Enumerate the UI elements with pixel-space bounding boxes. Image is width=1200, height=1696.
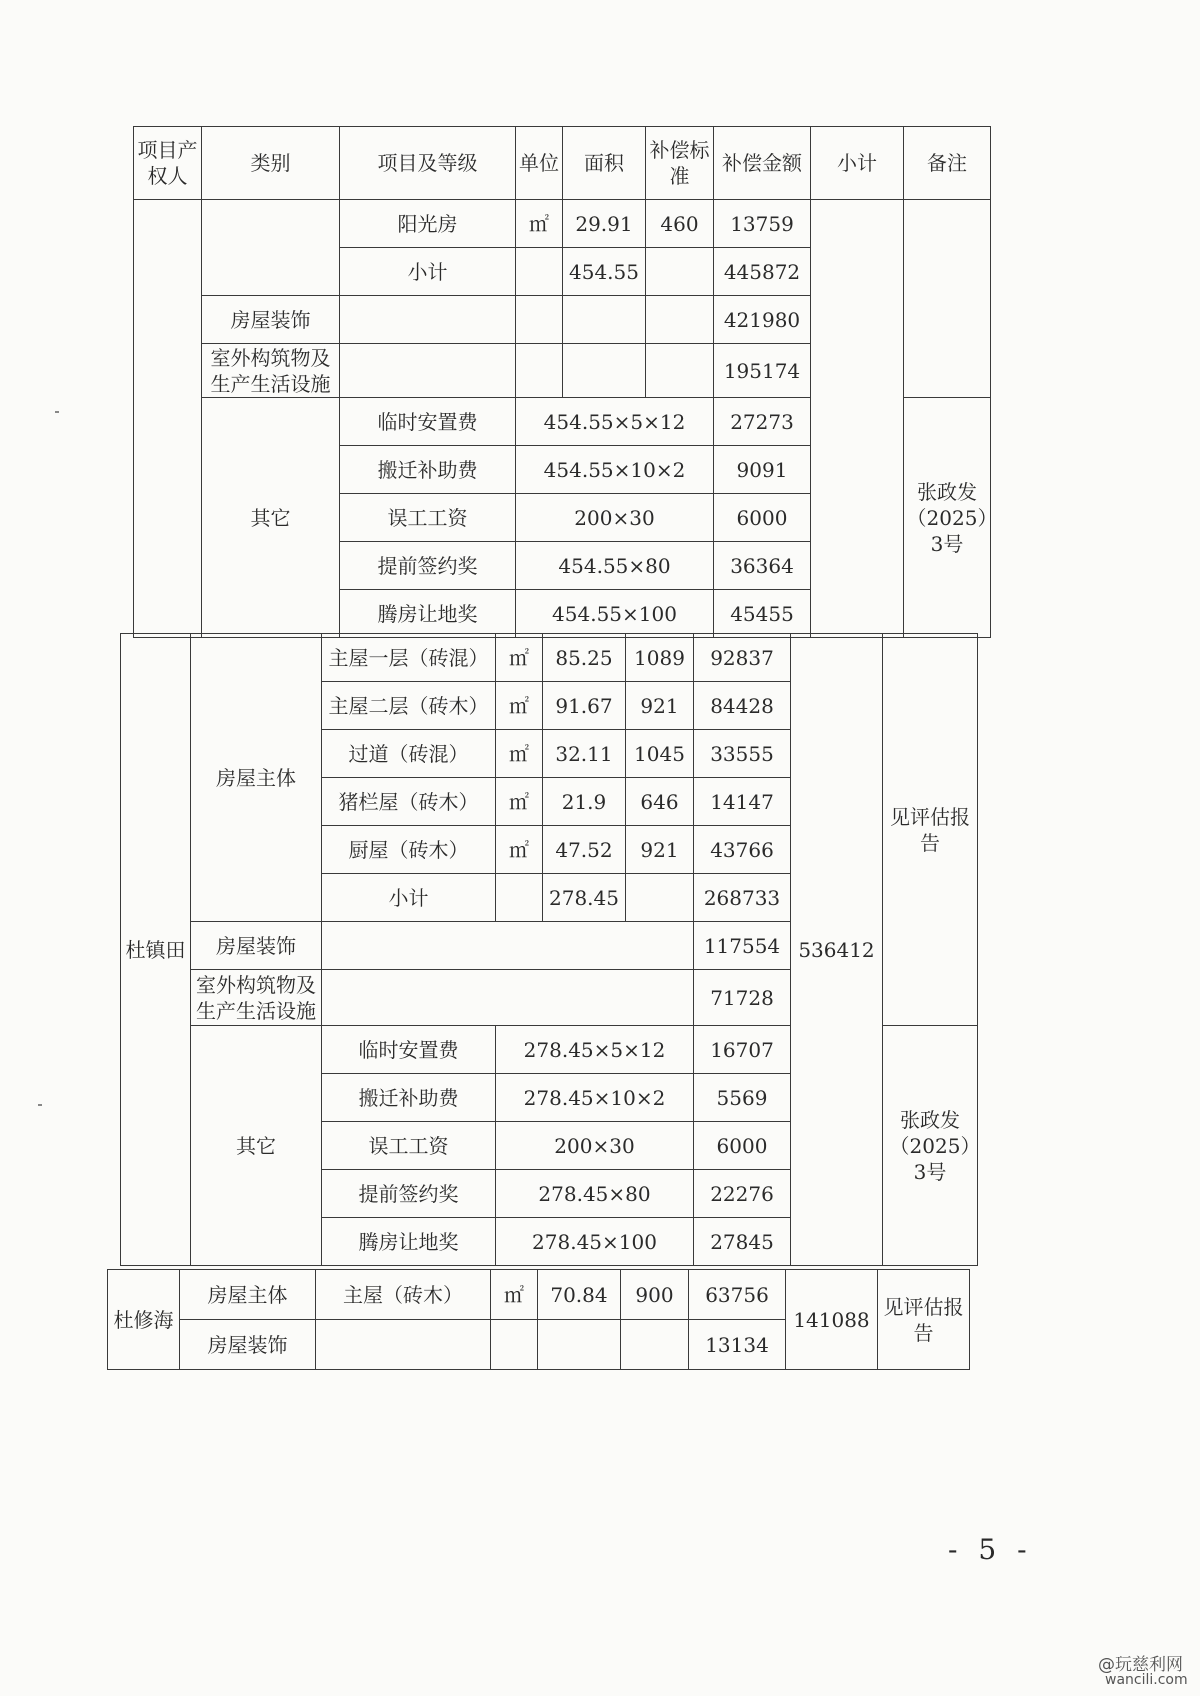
amount-cell: 45455 xyxy=(714,590,811,638)
unit-cell: ㎡ xyxy=(491,1270,538,1320)
scan-speck xyxy=(55,411,59,413)
amount-cell: 6000 xyxy=(714,494,811,542)
area-cell: 70.84 xyxy=(538,1270,621,1320)
item-cell: 主屋二层（砖木） xyxy=(322,682,496,730)
header-category: 类别 xyxy=(202,127,340,200)
standard-cell: 1045 xyxy=(626,730,694,778)
owner-cell: 杜镇田 xyxy=(121,634,191,1266)
category-cell: 室外构筑物及生产生活设施 xyxy=(191,970,322,1026)
area-cell: 85.25 xyxy=(543,634,626,682)
amount-cell: 6000 xyxy=(694,1122,791,1170)
area-cell: 47.52 xyxy=(543,826,626,874)
formula-cell: 454.55×80 xyxy=(516,542,714,590)
watermark-text: @玩慈利网 xyxy=(1098,1655,1183,1675)
amount-cell: 421980 xyxy=(714,296,811,344)
header-owner: 项目产权人 xyxy=(134,127,202,200)
amount-cell: 27845 xyxy=(694,1218,791,1266)
table-row xyxy=(121,634,978,682)
amount-cell: 13759 xyxy=(714,200,811,248)
category-cell: 房屋装饰 xyxy=(202,296,340,344)
item-cell: 腾房让地奖 xyxy=(322,1218,496,1266)
formula-cell: 200×30 xyxy=(496,1122,694,1170)
category-cell: 室外构筑物及生产生活设施 xyxy=(202,344,340,398)
standard-cell: 900 xyxy=(621,1270,689,1320)
item-cell: 腾房让地奖 xyxy=(340,590,516,638)
item-cell: 提前签约奖 xyxy=(322,1170,496,1218)
area-cell: 91.67 xyxy=(543,682,626,730)
area-cell: 454.55 xyxy=(563,248,646,296)
item-cell: 主屋一层（砖混） xyxy=(322,634,496,682)
empty-cell xyxy=(340,296,516,344)
compensation-table-owner-duzhentian xyxy=(120,633,978,1266)
item-cell: 误工工资 xyxy=(322,1122,496,1170)
subtotal-cell: 536412 xyxy=(791,634,883,1266)
item-cell: 搬迁补助费 xyxy=(340,446,516,494)
empty-cell xyxy=(646,296,714,344)
amount-cell: 43766 xyxy=(694,826,791,874)
table-header-row xyxy=(134,127,991,200)
empty-cell xyxy=(316,1320,491,1370)
empty-cell xyxy=(621,1320,689,1370)
amount-cell: 117554 xyxy=(694,922,791,970)
standard-cell xyxy=(646,248,714,296)
area-cell: 29.91 xyxy=(563,200,646,248)
amount-cell: 27273 xyxy=(714,398,811,446)
header-amount: 补偿金额 xyxy=(714,127,811,200)
header-area: 面积 xyxy=(563,127,646,200)
amount-cell: 13134 xyxy=(689,1320,786,1370)
header-standard: 补偿标准 xyxy=(646,127,714,200)
unit-cell xyxy=(496,874,543,922)
owner-cell: 杜修海 xyxy=(108,1270,180,1370)
standard-cell: 460 xyxy=(646,200,714,248)
empty-cell xyxy=(563,344,646,398)
header-subtotal: 小计 xyxy=(811,127,904,200)
header-note: 备注 xyxy=(904,127,991,200)
category-cell: 房屋装饰 xyxy=(180,1320,316,1370)
note-cell: 见评估报告 xyxy=(883,634,978,1026)
item-cell: 提前签约奖 xyxy=(340,542,516,590)
note-cell-empty xyxy=(904,200,991,398)
empty-cell xyxy=(322,922,694,970)
empty-cell xyxy=(516,344,563,398)
category-cell: 房屋主体 xyxy=(180,1270,316,1320)
standard-cell: 646 xyxy=(626,778,694,826)
unit-cell: ㎡ xyxy=(496,778,543,826)
unit-cell: ㎡ xyxy=(496,682,543,730)
category-cell-empty xyxy=(202,200,340,296)
item-cell: 临时安置费 xyxy=(322,1026,496,1074)
amount-cell: 63756 xyxy=(689,1270,786,1320)
subtotal-cell: 141088 xyxy=(786,1270,878,1370)
item-cell: 主屋（砖木） xyxy=(316,1270,491,1320)
formula-cell: 200×30 xyxy=(516,494,714,542)
amount-cell: 16707 xyxy=(694,1026,791,1074)
table-row xyxy=(134,200,991,248)
amount-cell: 195174 xyxy=(714,344,811,398)
compensation-table-owner-duxiuhai xyxy=(107,1269,970,1370)
item-cell: 误工工资 xyxy=(340,494,516,542)
note-cell: 张政发（2025）3号 xyxy=(904,398,991,638)
item-cell: 小计 xyxy=(322,874,496,922)
compensation-table-part1 xyxy=(133,126,991,638)
amount-cell: 9091 xyxy=(714,446,811,494)
amount-cell: 84428 xyxy=(694,682,791,730)
item-cell: 过道（砖混） xyxy=(322,730,496,778)
formula-cell: 454.55×5×12 xyxy=(516,398,714,446)
standard-cell xyxy=(626,874,694,922)
item-cell: 厨屋（砖木） xyxy=(322,826,496,874)
owner-cell-empty xyxy=(134,200,202,638)
item-cell: 临时安置费 xyxy=(340,398,516,446)
amount-cell: 33555 xyxy=(694,730,791,778)
item-cell: 阳光房 xyxy=(340,200,516,248)
amount-cell: 71728 xyxy=(694,970,791,1026)
category-cell: 其它 xyxy=(191,1026,322,1266)
empty-cell xyxy=(646,344,714,398)
formula-cell: 454.55×10×2 xyxy=(516,446,714,494)
category-cell: 房屋主体 xyxy=(191,634,322,922)
amount-cell: 36364 xyxy=(714,542,811,590)
amount-cell: 445872 xyxy=(714,248,811,296)
table-row xyxy=(108,1270,970,1320)
scan-speck xyxy=(38,1104,42,1106)
empty-cell xyxy=(563,296,646,344)
unit-cell xyxy=(516,248,563,296)
formula-cell: 278.45×80 xyxy=(496,1170,694,1218)
formula-cell: 278.45×10×2 xyxy=(496,1074,694,1122)
empty-cell xyxy=(516,296,563,344)
item-cell: 搬迁补助费 xyxy=(322,1074,496,1122)
category-cell: 其它 xyxy=(202,398,340,638)
amount-cell: 5569 xyxy=(694,1074,791,1122)
category-cell: 房屋装饰 xyxy=(191,922,322,970)
formula-cell: 278.45×100 xyxy=(496,1218,694,1266)
amount-cell: 268733 xyxy=(694,874,791,922)
formula-cell: 278.45×5×12 xyxy=(496,1026,694,1074)
empty-cell xyxy=(340,344,516,398)
item-cell: 小计 xyxy=(340,248,516,296)
empty-cell xyxy=(491,1320,538,1370)
note-cell: 见评估报告 xyxy=(878,1270,970,1370)
page-number: - 5 - xyxy=(948,1533,1033,1566)
watermark-url: wancili.com xyxy=(1105,1672,1188,1688)
standard-cell: 921 xyxy=(626,682,694,730)
amount-cell: 92837 xyxy=(694,634,791,682)
amount-cell: 14147 xyxy=(694,778,791,826)
header-item: 项目及等级 xyxy=(340,127,516,200)
unit-cell: ㎡ xyxy=(496,826,543,874)
empty-cell xyxy=(538,1320,621,1370)
formula-cell: 454.55×100 xyxy=(516,590,714,638)
empty-cell xyxy=(322,970,694,1026)
amount-cell: 22276 xyxy=(694,1170,791,1218)
standard-cell: 1089 xyxy=(626,634,694,682)
unit-cell: ㎡ xyxy=(496,730,543,778)
note-cell: 张政发（2025）3号 xyxy=(883,1026,978,1266)
area-cell: 21.9 xyxy=(543,778,626,826)
standard-cell: 921 xyxy=(626,826,694,874)
header-unit: 单位 xyxy=(516,127,563,200)
subtotal-cell-empty xyxy=(811,200,904,638)
area-cell: 32.11 xyxy=(543,730,626,778)
area-cell: 278.45 xyxy=(543,874,626,922)
unit-cell: ㎡ xyxy=(516,200,563,248)
item-cell: 猪栏屋（砖木） xyxy=(322,778,496,826)
unit-cell: ㎡ xyxy=(496,634,543,682)
